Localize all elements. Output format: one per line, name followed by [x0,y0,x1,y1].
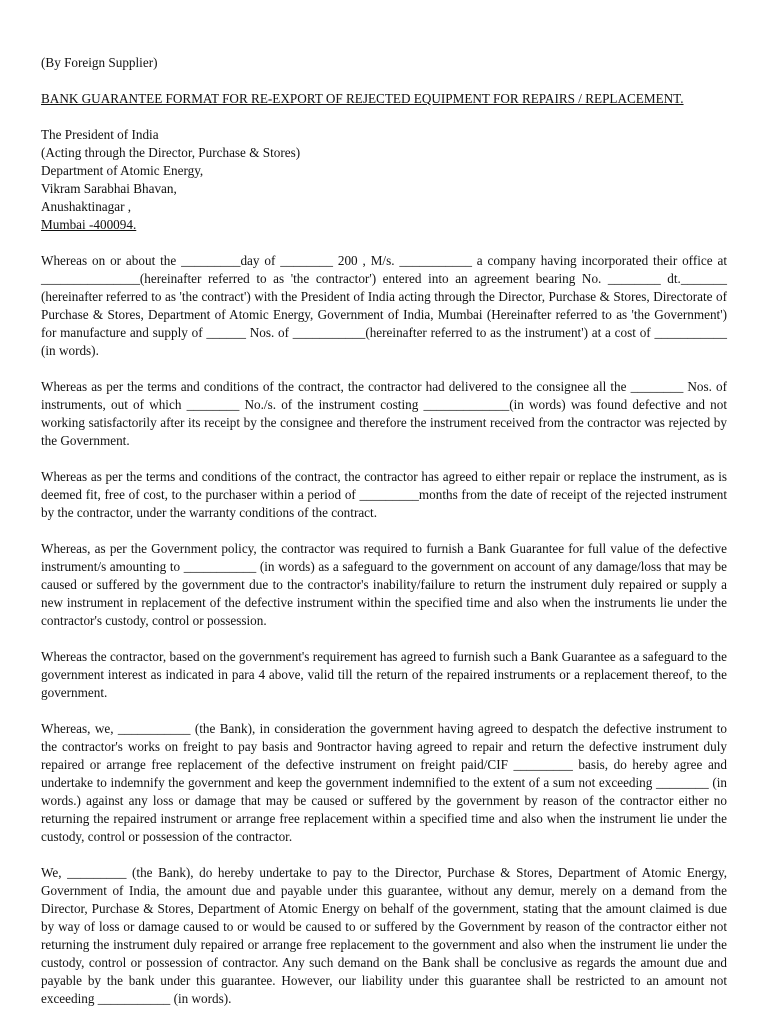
document-title: BANK GUARANTEE FORMAT FOR RE-EXPORT OF REJECTED EQUIPMENT FOR REPAIRS / REPLACEMENT. [41,91,684,106]
paragraph-5: Whereas the contractor, based on the government's requirement has agreed to furnish such a Bank Guarantee as a safeguard to the government interest as indicated in para 4 above, valid till the return of the repaired instruments or a replacement thereof, to the government. [41,649,727,700]
paragraph-6: Whereas, we, ___________ (the Bank), in consideration the government having agreed to despatch the defective instrument to the contractor's works on freight to pay basis and 9ontractor having agreed to repair and return the defective instrument duly repaired or arrange free replacement of the defective instrument on freight paid/CIF _________ basis, do hereby agree and undertake to indemnify the government and keep the government indemnified to the extent of a sum not exceeding ________ (in words.) against any loss or damage that may be caused or suffered by the government by reason of the contractor either no returning the repaired instrument or arrange free replacement within a specified time and also when the instrument lie under the custody, control or possession of the contractor. [41,721,727,844]
address-line-4: Vikram Sarabhai Bhavan, [41,181,177,196]
paragraph-1: Whereas on or about the _________day of ________ 200 , M/s. ___________ a company having incorporated their office at _______________(hereinafter referred to as 'the contractor') entered into an agreement bearing No. ________ dt._______ (hereinafter referred to as 'the contract') with the President of India acting through the Director, Purchase & Stores, Directorate of Purchase & Stores, Department of Atomic Energy, Government of India, Mumbai (Hereinafter referred to as 'the Government') for manufacture and supply of ______ Nos. of ___________(hereinafter referred to as the instrument') at a cost of ___________ (in words). [41,253,727,358]
body-text [41,252,727,1008]
paragraph-2: Whereas as per the terms and conditions of the contract, the contractor had delivered to the consignee all the ________ Nos. of instruments, out of which ________ No./s. of the instrument costing _____________(in words) was found defective and not working satisfactorily after its receipt by the consignee and therefore the instrument received from the contractor was rejected by the Government. [41,379,727,448]
address-line-2: (Acting through the Director, Purchase & Stores) [41,145,301,160]
address-line-6: Mumbai -400094. [41,217,137,232]
address-line-5: Anushaktinagar , [41,199,132,214]
address-block [41,126,727,234]
paragraph-3: Whereas as per the terms and conditions of the contract, the contractor has agreed to either repair or replace the instrument, as is deemed fit, free of cost, to the purchaser within a period of _________months from the date of receipt of the rejected instrument by the contractor, under the warranty conditions of the contract. [41,469,727,520]
paragraph-7: We, _________ (the Bank), do hereby undertake to pay to the Director, Purchase & Stores, Department of Atomic Energy, Government of India, the amount due and payable under this guarantee, without any demur, merely on a demand from the Director, Purchase & Stores, Department of Atomic Energy on behalf of the government, stating that the amount claimed is due by way of loss or damage caused to or would be caused to or suffered by the Government by reason of the contractor either not returning the instrument duly repaired or arrange free replacement to the government and also when the instrument lie under the custody, control or possession of contractor. Any such demand on the Bank shall be conclusive as regards the amount due and payable by the bank under this guarantee. However, our liability under this guarantee shall be restricted to an amount not exceeding ___________ (in words). [41,865,727,1006]
address-line-3: Department of Atomic Energy, [41,163,204,178]
supplier-note: (By Foreign Supplier) [41,55,158,70]
address-line-1: The President of India [41,127,159,142]
paragraph-4: Whereas, as per the Government policy, the contractor was required to furnish a Bank Guarantee for full value of the defective instrument/s amounting to ___________ (in words) as a safeguard to the government on account of any damage/loss that may be caused or suffered by the government due to the contractor's inability/failure to return the instrument duly repaired or supply a new instrument in replacement of the defective instrument within the specified time and also when the instruments lie under the contractor's custody, control or possession. [41,541,727,628]
